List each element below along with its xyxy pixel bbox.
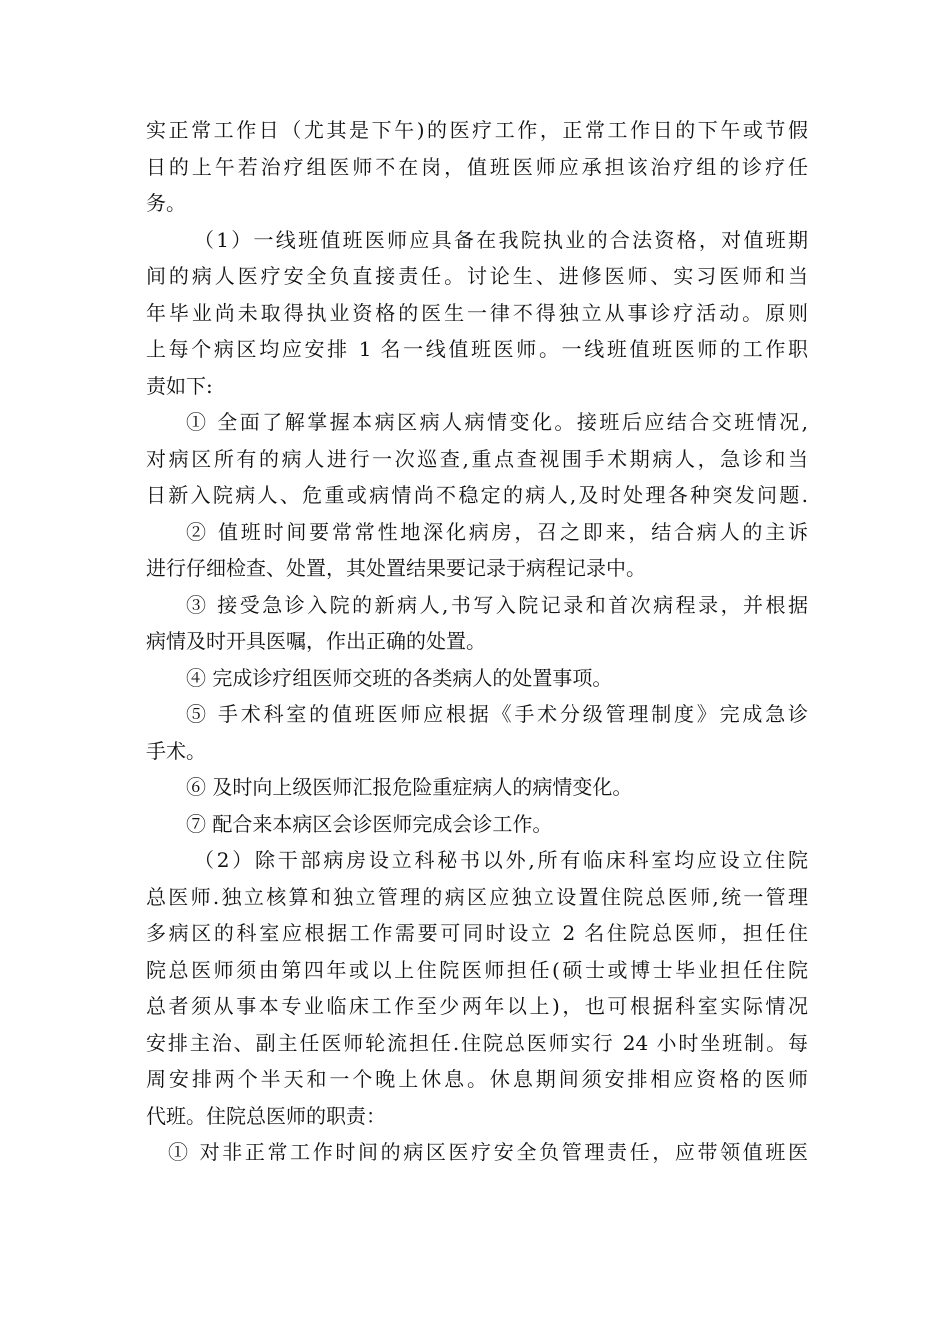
paragraph-1-heading-line: （1）一线班值班医师应具备在我院执业的合法资格，对值班期 — [194, 227, 808, 252]
text-line: 代班。住院总医师的职责： — [146, 1103, 386, 1128]
paragraph-2-heading-line: （2）除干部病房设立科秘书以外,所有临床科室均应设立住院 — [194, 848, 808, 872]
text-line: 日新入院病人、危重或病情尚不稳定的病人,及时处理各种突发问题. — [146, 483, 808, 507]
text-line: 总医师.独立核算和独立管理的病区应独立设置住院总医师,统一管理 — [146, 884, 808, 909]
list-item-line: ① 全面了解掌握本病区病人病情变化。接班后应结合交班情况, — [186, 410, 808, 434]
list-item-line: ④ 完成诊疗组医师交班的各类病人的处置事项。 — [186, 665, 613, 690]
text-line: 间的病人医疗安全负直接责任。讨论生、进修医师、实习医师和当 — [146, 264, 808, 288]
text-line: 对病区所有的病人进行一次巡查,重点查视围手术期病人，急诊和当 — [146, 446, 808, 471]
text-line: 周安排两个半天和一个晚上休息。休息期间须安排相应资格的医师 — [146, 1067, 808, 1091]
text-line: 院总医师须由第四年或以上住院医师担任(硕士或博士毕业担任住院 — [146, 957, 808, 982]
text-line: 手术。 — [146, 738, 206, 763]
text-line: 进行仔细检查、处置，其处置结果要记录于病程记录中。 — [146, 556, 646, 580]
text-line: 病情及时开具医嘱，作出正确的处置。 — [146, 629, 486, 653]
text-line: 上每个病区均应安排 1 名一线值班医师。一线班值班医师的工作职 — [146, 337, 808, 361]
text-line: 日的上午若治疗组医师不在岗，值班医师应承担该治疗组的诊疗任 — [146, 154, 808, 179]
text-line: 安排主治、副主任医师轮流担任.住院总医师实行 24 小时坐班制。每 — [146, 1030, 808, 1055]
list-item-line: ① 对非正常工作时间的病区医疗安全负管理责任，应带领值班医 — [168, 1140, 808, 1164]
text-line: 总者须从事本专业临床工作至少两年以上)，也可根据科室实际情况 — [146, 994, 808, 1018]
text-line: 年毕业尚未取得执业资格的医生一律不得独立从事诊疗活动。原则 — [146, 300, 808, 325]
text-line: 务。 — [146, 191, 186, 215]
list-item-line: ⑥ 及时向上级医师汇报危险重症病人的病情变化。 — [186, 775, 633, 799]
text-line: 多病区的科室应根据工作需要可同时设立 2 名住院总医师，担任住 — [146, 921, 808, 945]
list-item-line: ② 值班时间要常常性地深化病房，召之即来，结合病人的主诉 — [186, 519, 808, 544]
list-item-line: ⑦ 配合来本病区会诊医师完成会诊工作。 — [186, 811, 553, 836]
list-item-line: ③ 接受急诊入院的新病人,书写入院记录和首次病程录，并根据 — [186, 592, 808, 617]
list-item-line: ⑤ 手术科室的值班医师应根据《手术分级管理制度》完成急诊 — [186, 702, 808, 726]
text-line: 实正常工作日（尤其是下午)的医疗工作，正常工作日的下午或节假 — [146, 118, 808, 142]
text-line: 责如下: — [146, 373, 213, 398]
document-body — [146, 112, 808, 1171]
